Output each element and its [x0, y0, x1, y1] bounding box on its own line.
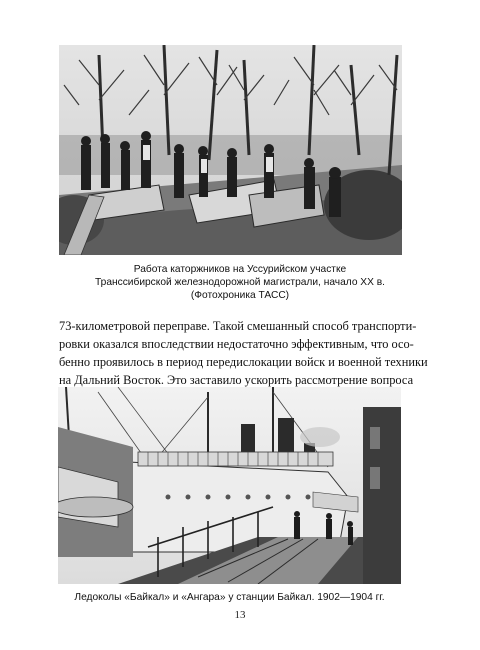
- body-paragraph: [59, 317, 428, 389]
- photo-caption-convicts: [80, 263, 400, 302]
- photo-caption-icebreakers: [58, 591, 401, 604]
- page-number: 13: [234, 609, 246, 621]
- caption-line: Транссибирской железнодорожной магистрали, начало XX в.: [95, 277, 385, 288]
- text-line: бенно проявилось в период передислокации войск и военной техники: [59, 355, 428, 369]
- text-line: на Дальний Восток. Это заставило ускорить рассмотрение вопроса: [59, 373, 414, 387]
- photo-convicts-railway-work: [59, 45, 402, 255]
- photo-convicts-image: [59, 45, 402, 255]
- caption-line: Ледоколы «Байкал» и «Ангара» у станции Байкал. 1902—1904 гг.: [74, 592, 385, 603]
- text-line: 73-километровой переправе. Такой смешанный способ транспорти-: [59, 319, 417, 333]
- text-line: ровки оказался впоследствии недостаточно эффективным, что осо-: [59, 337, 414, 351]
- photo-icebreakers-image: [58, 387, 401, 584]
- caption-line: (Фотохроника ТАСС): [190, 290, 290, 301]
- photo-icebreakers-baikal: [58, 387, 401, 584]
- caption-line: Работа каторжников на Уссурийском участке: [133, 264, 347, 275]
